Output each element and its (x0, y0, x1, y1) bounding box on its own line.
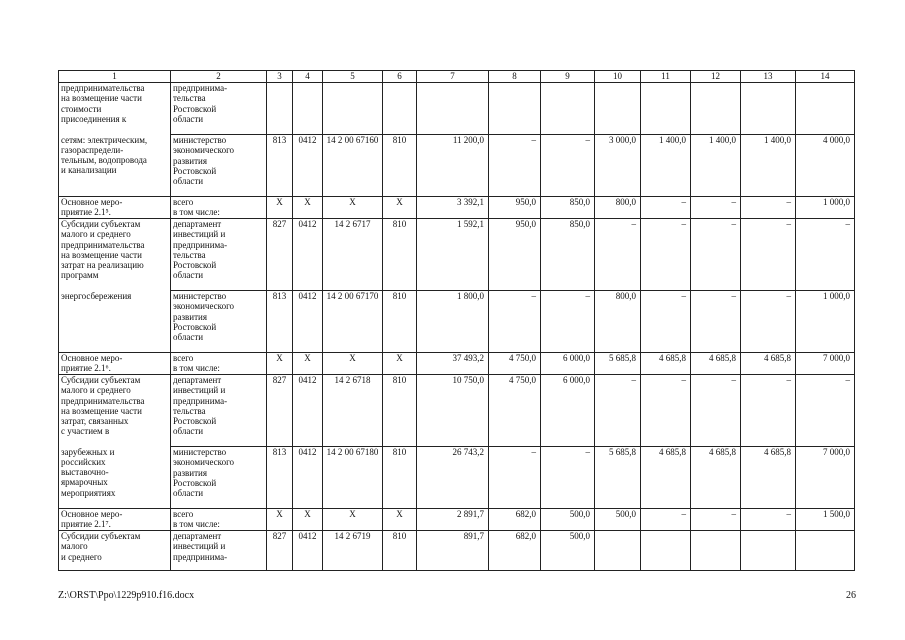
table-cell (59, 135, 171, 197)
table-cell (267, 447, 293, 509)
table-cell (489, 83, 541, 135)
table-cell (267, 83, 293, 135)
table-cell (489, 509, 541, 531)
cell-text: 4 685,8 (659, 353, 686, 363)
cell-text: – (731, 509, 736, 519)
table-cell (691, 135, 741, 197)
table-cell (59, 83, 171, 135)
table-cell (796, 135, 855, 197)
table-row (59, 509, 855, 531)
table-cell (796, 447, 855, 509)
table-cell (595, 291, 641, 353)
table-cell (323, 291, 383, 353)
cell-text: 800,0 (615, 197, 636, 207)
table-cell (691, 509, 741, 531)
cell-text: 810 (392, 135, 407, 145)
table-cell (59, 509, 171, 531)
table-cell (641, 135, 691, 197)
cell-text: 37 493,2 (452, 353, 484, 363)
table-cell (293, 291, 323, 353)
table-cell (595, 447, 641, 509)
table-cell (691, 531, 741, 571)
table-cell (59, 197, 171, 219)
table-cell (541, 135, 595, 197)
table-cell (171, 375, 267, 447)
cell-text: 0412 (298, 291, 317, 301)
table-cell (595, 83, 641, 135)
table-cell (595, 219, 641, 291)
table-cell (489, 375, 541, 447)
cell-text: 810 (392, 531, 407, 541)
cell-text: 14 2 6717 (334, 219, 371, 229)
table-cell (796, 531, 855, 571)
table-cell (741, 135, 796, 197)
cell-text: 1 800,0 (457, 291, 484, 301)
table-cell (489, 531, 541, 571)
table-cell (383, 531, 417, 571)
table-cell (293, 353, 323, 375)
table-row (59, 135, 855, 197)
table-cell (796, 509, 855, 531)
cell-text: 10 750,0 (452, 375, 484, 385)
table-cell (489, 219, 541, 291)
budget-table (58, 70, 855, 571)
cell-text: 11 200,0 (452, 135, 484, 145)
table-cell (383, 447, 417, 509)
cell-text: 813 (272, 135, 287, 145)
table-cell (267, 135, 293, 197)
table-cell (641, 291, 691, 353)
cell-text: 0412 (298, 531, 317, 541)
cell-text: – (731, 219, 736, 229)
cell-text: 800,0 (615, 291, 636, 301)
table-cell (741, 447, 796, 509)
cell-text: X (349, 509, 356, 519)
cell-text: 810 (392, 219, 407, 229)
cell-text: – (845, 219, 850, 229)
cell-text: X (396, 197, 403, 207)
page-number: 26 (846, 590, 856, 601)
cell-text: – (731, 291, 736, 301)
cell-text: 6 000,0 (563, 375, 590, 385)
table-cell (796, 353, 855, 375)
table-cell (417, 353, 489, 375)
table-cell (417, 447, 489, 509)
cell-text: 4 685,8 (709, 447, 736, 457)
cell-text: 850,0 (569, 197, 590, 207)
cell-text: X (396, 509, 403, 519)
table-cell (293, 197, 323, 219)
cell-text: X (349, 353, 356, 363)
table-cell (323, 353, 383, 375)
cell-text: департамент инвестиций и предпринима- тельства Ростовской области (173, 219, 228, 281)
cell-text: 813 (272, 291, 287, 301)
cell-text: – (681, 197, 686, 207)
table-cell (171, 531, 267, 571)
cell-text: X (304, 353, 311, 363)
table-cell (267, 375, 293, 447)
table-cell (417, 531, 489, 571)
table-cell (741, 219, 796, 291)
cell-text: – (681, 291, 686, 301)
table-cell (293, 509, 323, 531)
cell-text: 7 000,0 (823, 353, 850, 363)
table-cell (59, 375, 171, 447)
cell-text: министерство экономического развития Ростовской области (173, 291, 235, 343)
cell-text: 950,0 (515, 197, 536, 207)
cell-text: 3 392,1 (457, 197, 484, 207)
cell-text: всего в том числе: (173, 509, 220, 530)
cell-text: Основное меро- приятие 2.1⁶. (61, 353, 123, 374)
cell-text: 26 743,2 (452, 447, 484, 457)
column-header: 4 (293, 71, 323, 83)
cell-text: 850,0 (569, 219, 590, 229)
cell-text: 14 2 6718 (334, 375, 371, 385)
table-cell (323, 219, 383, 291)
cell-text: 1 000,0 (823, 291, 850, 301)
cell-text: 810 (392, 375, 407, 385)
cell-text: – (731, 375, 736, 385)
cell-text: – (585, 291, 590, 301)
cell-text: всего в том числе: (173, 197, 220, 218)
cell-text: – (531, 135, 536, 145)
table-cell (383, 509, 417, 531)
cell-text: 4 750,0 (509, 375, 536, 385)
cell-text: 4 685,8 (764, 353, 791, 363)
table-cell (171, 447, 267, 509)
cell-text: 14 2 00 67180 (326, 447, 379, 457)
column-header: 2 (171, 71, 267, 83)
table-cell (741, 531, 796, 571)
table-cell (293, 375, 323, 447)
table-cell (59, 219, 171, 291)
table-cell (383, 219, 417, 291)
table-cell (541, 219, 595, 291)
table-cell (595, 197, 641, 219)
cell-text: 827 (272, 531, 287, 541)
cell-text: X (276, 197, 283, 207)
table-cell (59, 291, 171, 353)
cell-text: 0412 (298, 447, 317, 457)
table-cell (741, 83, 796, 135)
table-cell (541, 509, 595, 531)
column-header: 7 (417, 71, 489, 83)
table-cell (383, 197, 417, 219)
cell-text: – (585, 447, 590, 457)
table-cell (595, 135, 641, 197)
table-cell (595, 509, 641, 531)
cell-text: 827 (272, 219, 287, 229)
cell-text: – (786, 219, 791, 229)
cell-text: 5 685,8 (609, 353, 636, 363)
cell-text: – (681, 509, 686, 519)
table-cell (417, 291, 489, 353)
table-cell (267, 291, 293, 353)
cell-text: X (304, 509, 311, 519)
cell-text: – (845, 375, 850, 385)
cell-text: 4 750,0 (509, 353, 536, 363)
cell-text: всего в том числе: (173, 353, 220, 374)
cell-text: – (786, 197, 791, 207)
cell-text: – (681, 375, 686, 385)
table-cell (741, 375, 796, 447)
cell-text: 0412 (298, 219, 317, 229)
column-header: 8 (489, 71, 541, 83)
header-row (59, 71, 855, 83)
cell-text: – (631, 219, 636, 229)
table-cell (595, 531, 641, 571)
table-cell (323, 83, 383, 135)
table-cell (323, 531, 383, 571)
table-cell (691, 197, 741, 219)
cell-text: сетям: электрическим, газораспредели- тельным, водопровода и канализации (61, 134, 148, 176)
table-cell (541, 83, 595, 135)
column-header: 3 (267, 71, 293, 83)
cell-text: энергосбережения (61, 290, 132, 301)
cell-text: министерство экономического развития Ростовской области (173, 135, 235, 187)
cell-text: 3 000,0 (609, 135, 636, 145)
column-header: 10 (595, 71, 641, 83)
cell-text: Основное меро- приятие 2.1⁵. (61, 197, 123, 218)
table-cell (541, 447, 595, 509)
table-row (59, 353, 855, 375)
column-header: 13 (741, 71, 796, 83)
table-cell (323, 375, 383, 447)
cell-text: Субсидии субъектам малого и среднего предпринимательства на возмещение части затрат на реализацию программ (61, 219, 145, 281)
table-cell (417, 375, 489, 447)
table-cell (267, 509, 293, 531)
table-cell (267, 353, 293, 375)
cell-text: 1 400,0 (709, 135, 736, 145)
cell-text: X (396, 353, 403, 363)
column-header: 14 (796, 71, 855, 83)
cell-text: 500,0 (569, 531, 590, 541)
table-cell (417, 509, 489, 531)
table-cell (383, 353, 417, 375)
table-cell (796, 83, 855, 135)
table-cell (489, 197, 541, 219)
column-header: 5 (323, 71, 383, 83)
table-cell (59, 531, 171, 571)
footer-file-path: Z:\ORST\Ppo\1229p910.f16.docx (58, 590, 195, 601)
table-cell (691, 447, 741, 509)
table-cell (293, 447, 323, 509)
table-cell (417, 83, 489, 135)
table-row (59, 375, 855, 447)
table-cell (293, 135, 323, 197)
cell-text: 7 000,0 (823, 447, 850, 457)
table-cell (489, 353, 541, 375)
cell-text: 682,0 (515, 531, 536, 541)
table-cell (323, 135, 383, 197)
table-cell (323, 447, 383, 509)
column-header: 6 (383, 71, 417, 83)
cell-text: – (786, 375, 791, 385)
table-cell (641, 219, 691, 291)
table-row (59, 83, 855, 135)
cell-text: 14 2 00 67160 (326, 135, 379, 145)
table-cell (267, 531, 293, 571)
column-header: 1 (59, 71, 171, 83)
table-cell (641, 447, 691, 509)
cell-text: 827 (272, 375, 287, 385)
cell-text: X (276, 509, 283, 519)
table-cell (541, 291, 595, 353)
cell-text: 682,0 (515, 509, 536, 519)
cell-text: 1 400,0 (659, 135, 686, 145)
cell-text: 500,0 (569, 509, 590, 519)
table-cell (383, 135, 417, 197)
table-cell (171, 197, 267, 219)
cell-text: – (731, 197, 736, 207)
table-cell (383, 291, 417, 353)
cell-text: 0412 (298, 375, 317, 385)
cell-text: 4 000,0 (823, 135, 850, 145)
table-cell (641, 83, 691, 135)
cell-text: X (276, 353, 283, 363)
table-cell (641, 375, 691, 447)
cell-text: 500,0 (615, 509, 636, 519)
table-cell (641, 509, 691, 531)
table-cell (796, 219, 855, 291)
table-cell (293, 83, 323, 135)
table-cell (595, 353, 641, 375)
cell-text: Субсидии субъектам малого и среднего предпринимательства на возмещение части затрат, связанных с участием в (61, 375, 145, 437)
cell-text: 891,7 (463, 531, 484, 541)
cell-text: 14 2 6719 (334, 531, 371, 541)
cell-text: 4 685,8 (709, 353, 736, 363)
table-cell (383, 375, 417, 447)
cell-text: – (531, 291, 536, 301)
cell-text: предпринимательства на возмещение части стоимости присоединения к (61, 83, 145, 124)
table-cell (691, 353, 741, 375)
table-cell (641, 197, 691, 219)
cell-text: департамент инвестиций и предпринима- (173, 531, 228, 562)
table-cell (417, 219, 489, 291)
table-cell (171, 509, 267, 531)
cell-text: 4 685,8 (764, 447, 791, 457)
cell-text: Основное меро- приятие 2.1⁷. (61, 509, 123, 530)
column-header: 12 (691, 71, 741, 83)
table-cell (796, 375, 855, 447)
cell-text: 4 685,8 (659, 447, 686, 457)
table-cell (293, 219, 323, 291)
table-row (59, 291, 855, 353)
cell-text: 2 891,7 (457, 509, 484, 519)
table-cell (691, 375, 741, 447)
table-cell (691, 219, 741, 291)
table-cell (741, 509, 796, 531)
table-cell (323, 197, 383, 219)
cell-text: 950,0 (515, 219, 536, 229)
table-cell (171, 83, 267, 135)
table-row (59, 197, 855, 219)
table-cell (641, 531, 691, 571)
cell-text: 1 400,0 (764, 135, 791, 145)
cell-text: 5 685,8 (609, 447, 636, 457)
cell-text: 6 000,0 (563, 353, 590, 363)
table-cell (796, 291, 855, 353)
cell-text: 1 000,0 (823, 197, 850, 207)
cell-text: Субсидии субъектам малого и среднего (61, 531, 141, 562)
table-cell (267, 197, 293, 219)
cell-text: – (585, 135, 590, 145)
cell-text: 14 2 00 67170 (326, 291, 379, 301)
table-cell (691, 291, 741, 353)
column-header: 11 (641, 71, 691, 83)
table-cell (541, 353, 595, 375)
table-cell (171, 353, 267, 375)
cell-text: зарубежных и российских выставочно- ярмарочных мероприятиях (61, 446, 116, 498)
table-row (59, 219, 855, 291)
table-cell (741, 353, 796, 375)
table-cell (541, 531, 595, 571)
table-cell (691, 83, 741, 135)
cell-text: министерство экономического развития Ростовской области (173, 447, 235, 499)
table-cell (171, 219, 267, 291)
cell-text: X (349, 197, 356, 207)
table-row (59, 447, 855, 509)
column-header: 9 (541, 71, 595, 83)
table-cell (171, 291, 267, 353)
cell-text: 0412 (298, 135, 317, 145)
table-row (59, 531, 855, 571)
table-cell (741, 291, 796, 353)
table-cell (796, 197, 855, 219)
table-cell (489, 291, 541, 353)
cell-text: – (786, 509, 791, 519)
table-cell (323, 509, 383, 531)
table-cell (641, 353, 691, 375)
table-cell (489, 135, 541, 197)
table-cell (171, 135, 267, 197)
cell-text: X (304, 197, 311, 207)
cell-text: 813 (272, 447, 287, 457)
table-cell (59, 353, 171, 375)
cell-text: 1 500,0 (823, 509, 850, 519)
table-cell (417, 197, 489, 219)
cell-text: – (786, 291, 791, 301)
table-cell (59, 447, 171, 509)
table-cell (417, 135, 489, 197)
table-cell (383, 83, 417, 135)
cell-text: предпринима- тельства Ростовской области (173, 83, 228, 124)
cell-text: – (531, 447, 536, 457)
table-cell (267, 219, 293, 291)
table-cell (489, 447, 541, 509)
cell-text: – (681, 219, 686, 229)
cell-text: 810 (392, 291, 407, 301)
table-cell (741, 197, 796, 219)
cell-text: 810 (392, 447, 407, 457)
table-cell (293, 531, 323, 571)
cell-text: – (631, 375, 636, 385)
table-cell (541, 197, 595, 219)
cell-text: департамент инвестиций и предпринима- тельства Ростовской области (173, 375, 228, 437)
cell-text: 1 592,1 (457, 219, 484, 229)
table-cell (541, 375, 595, 447)
table-cell (595, 375, 641, 447)
